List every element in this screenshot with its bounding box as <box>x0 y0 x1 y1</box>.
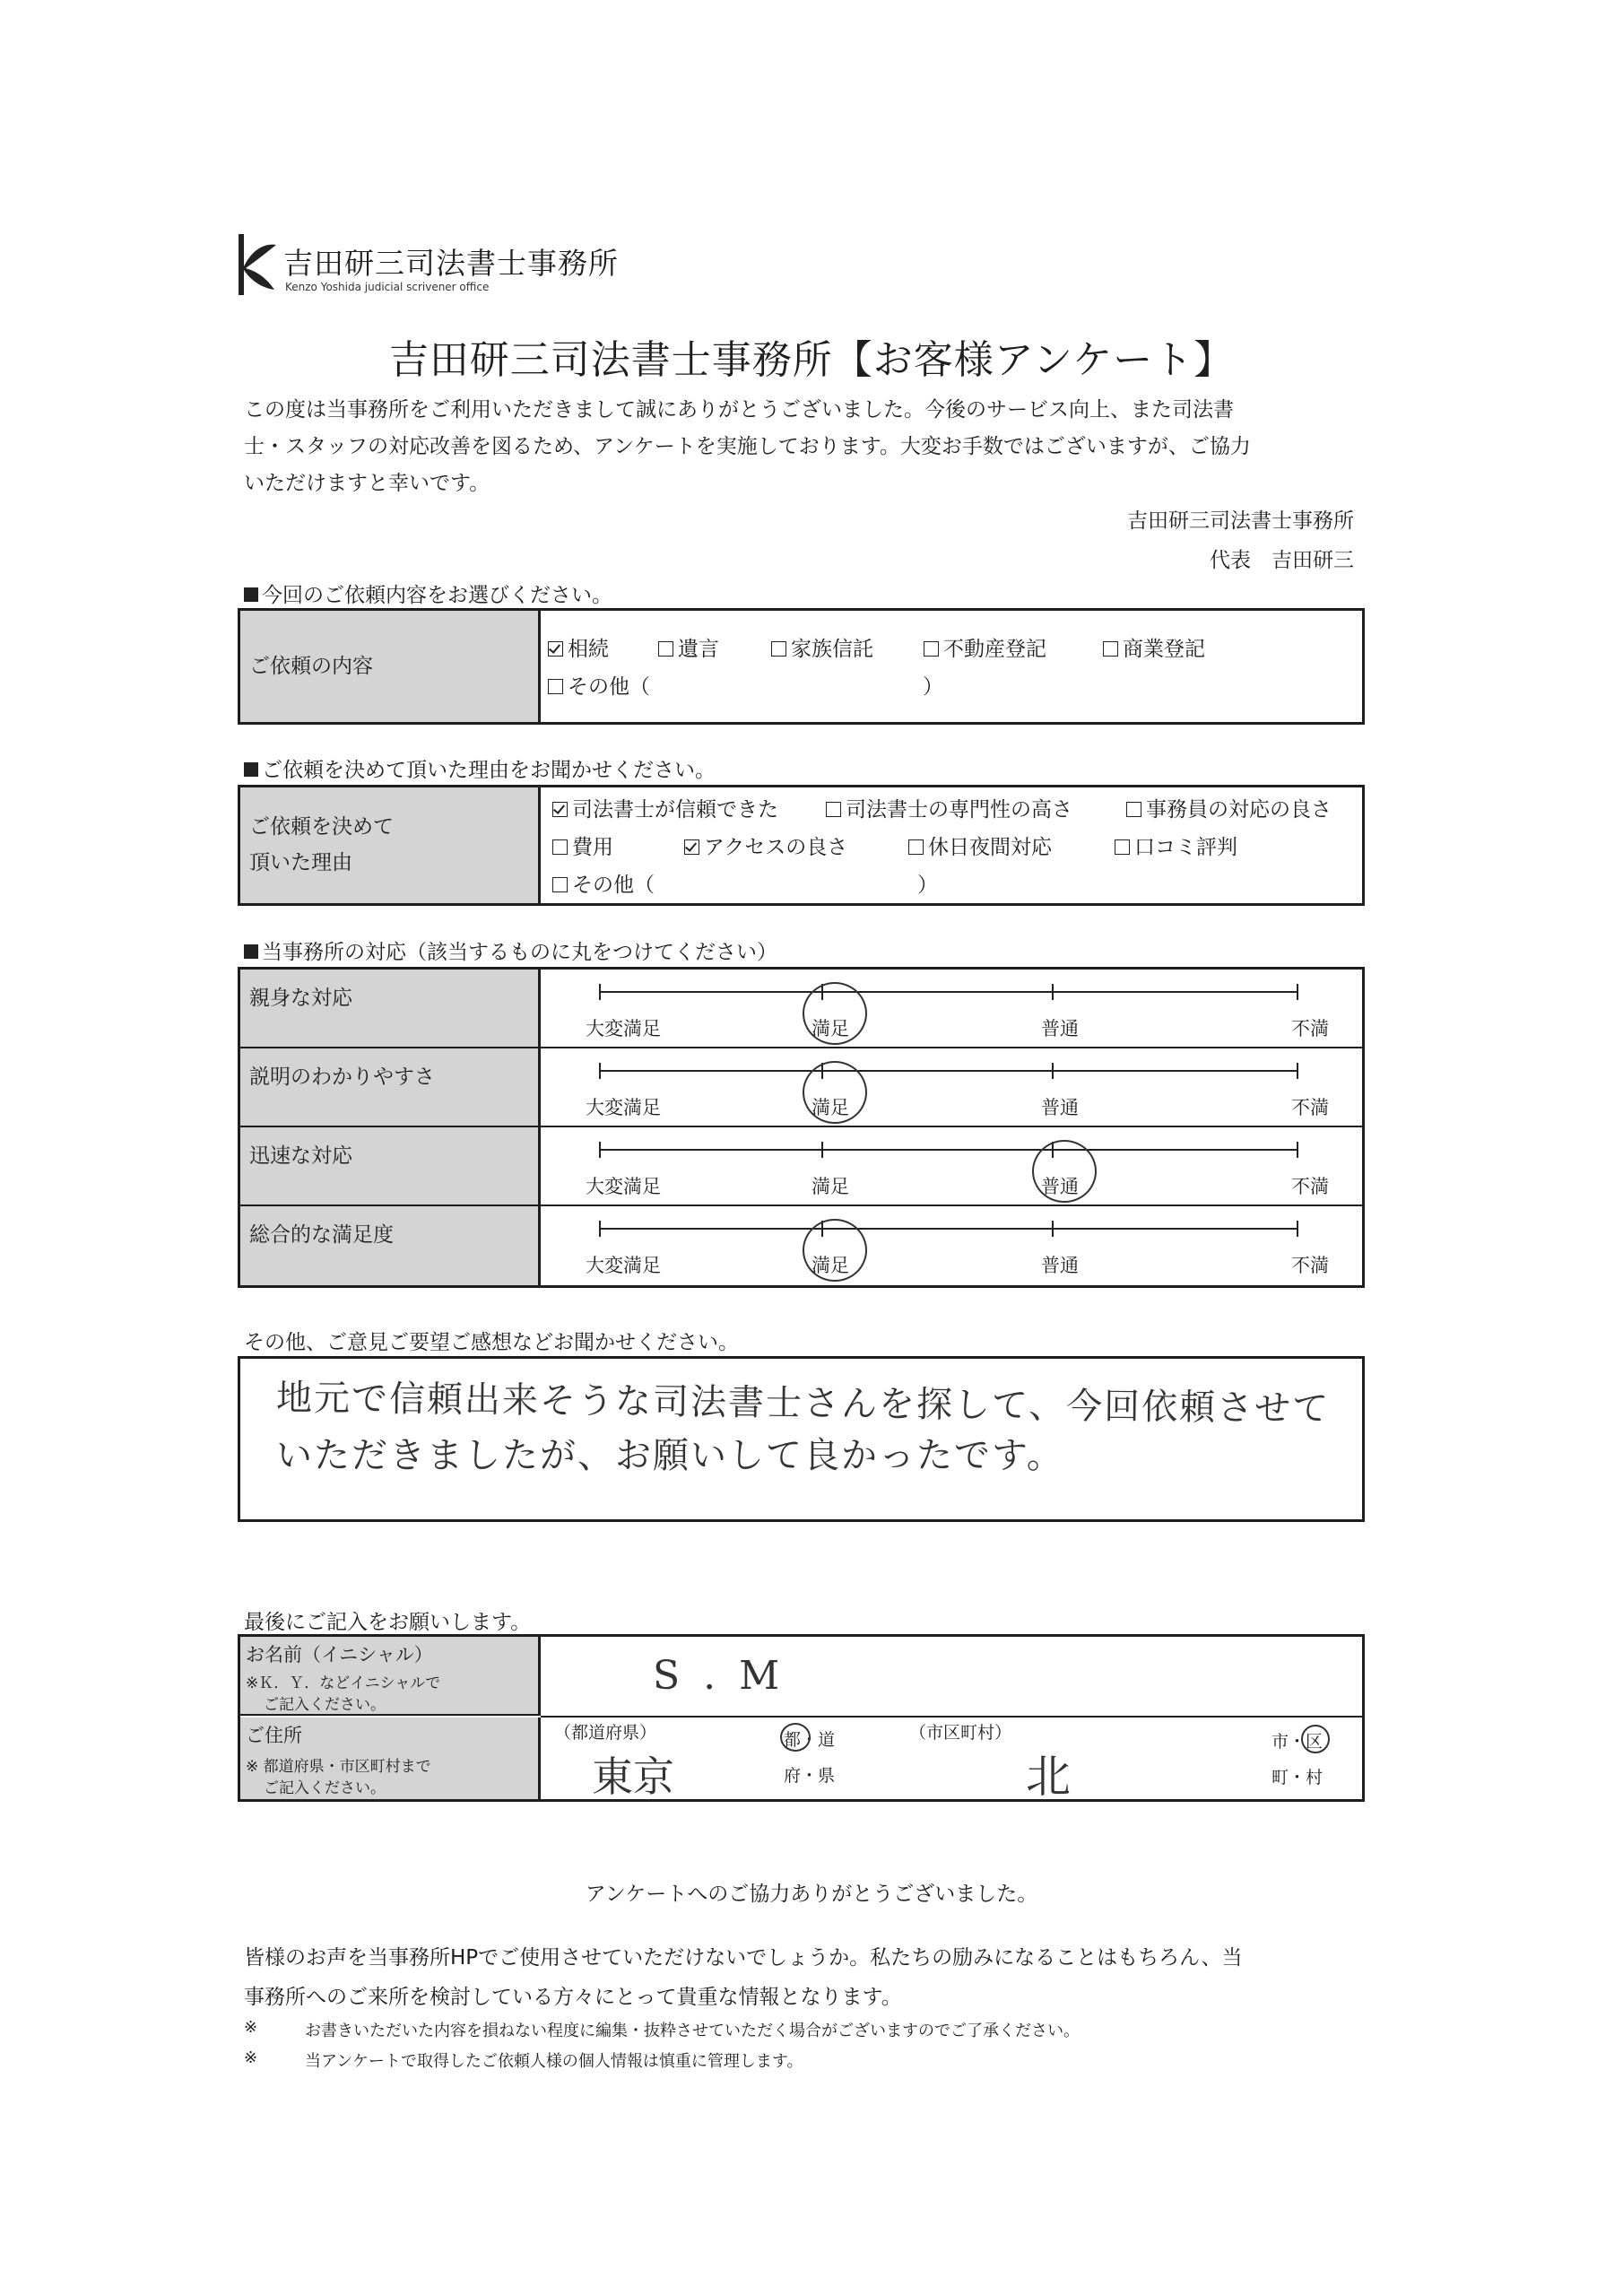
rating-label: 説明のわかりやすさ <box>249 1065 435 1089</box>
prefecture-input[interactable]: 東京 <box>592 1752 674 1801</box>
rating-option[interactable]: 大変満足 <box>586 1255 661 1276</box>
rating-row <box>240 1127 1362 1206</box>
rating-option[interactable]: 満足 <box>812 1176 849 1197</box>
rating-tick <box>599 1221 601 1237</box>
checkbox-icon <box>1126 802 1141 817</box>
q2-heading: ご依頼を決めて頂いた理由をお聞かせください。 <box>244 753 716 783</box>
checkbox-reason-cost[interactable]: 費用 <box>552 831 613 860</box>
q2-table <box>238 785 1365 906</box>
other-close-paren: ） <box>917 874 938 897</box>
rating-tick <box>1297 984 1298 1000</box>
city-suffix: 町・村 <box>1271 1768 1324 1787</box>
note-mark: ※ <box>244 2048 258 2067</box>
rating-label: 迅速な対応 <box>249 1144 352 1168</box>
rating-option[interactable]: 普通 <box>1041 1176 1079 1197</box>
city-label: （市区町村） <box>909 1723 1012 1743</box>
thanks-message: アンケートへのご協力ありがとうございました。 <box>585 1883 1038 1906</box>
checkbox-reason-access[interactable]: アクセスの良さ <box>684 831 847 860</box>
q2-label-line1: ご依頼を決めて <box>249 815 394 839</box>
rating-scale-line <box>599 1149 1298 1151</box>
rating-tick <box>1297 1142 1298 1158</box>
prefecture-suffix: 都・道 <box>784 1730 836 1750</box>
rating-option[interactable]: 普通 <box>1041 1018 1079 1039</box>
checkbox-reason-staff[interactable]: 事務員の対応の良さ <box>1126 793 1332 822</box>
prefecture-label: （都道府県） <box>554 1723 657 1743</box>
checkbox-icon <box>658 641 673 657</box>
checkbox-icon <box>924 641 939 657</box>
selected-circle-mark <box>803 982 867 1045</box>
selected-circle-mark <box>780 1723 811 1752</box>
address-label: ご住所 <box>246 1725 302 1746</box>
q1-label: ご依頼の内容 <box>249 655 373 678</box>
checkbox-icon <box>1103 641 1118 657</box>
rating-option[interactable]: 不満 <box>1291 1097 1329 1118</box>
checkbox-checked-icon <box>684 839 699 855</box>
intro-paragraph <box>244 392 1365 502</box>
rating-tick <box>1052 984 1054 1000</box>
checkbox-reason-other[interactable]: その他（ <box>552 868 655 898</box>
rating-option[interactable]: 大変満足 <box>586 1097 661 1118</box>
checkbox-kazoku-shintaku[interactable]: 家族信託 <box>771 632 873 662</box>
rating-option[interactable]: 大変満足 <box>586 1176 661 1197</box>
q2-label-cell <box>240 787 541 903</box>
q5-table <box>238 1634 1365 1802</box>
q4-heading: その他、ご意見ご要望ご感想などお聞かせください。 <box>244 1331 739 1354</box>
rating-option[interactable]: 大変満足 <box>586 1018 661 1039</box>
signature-representative: 代表 吉田研三 <box>1210 549 1354 572</box>
rating-tick <box>1297 1221 1298 1237</box>
checkbox-yuigon[interactable]: 遺言 <box>658 632 719 662</box>
checkbox-reason-reviews[interactable]: 口コミ評判 <box>1115 831 1237 860</box>
note-mark: ※ <box>244 2018 258 2037</box>
checkbox-icon <box>826 802 841 817</box>
city-input[interactable]: 北 <box>1026 1751 1071 1803</box>
office-logo-icon <box>226 230 280 299</box>
checkbox-reason-expertise[interactable]: 司法書士の専門性の高さ <box>826 793 1072 822</box>
intro-line: 士・スタッフの対応改善を図るため、アンケートを実施しております。大変お手数ではございますが、ご協力 <box>244 435 1251 458</box>
checkbox-icon <box>552 877 568 892</box>
intro-line: この度は当事務所をご利用いただきまして誠にありがとうございました。今後のサービス向上、また司法書 <box>244 398 1234 422</box>
selected-circle-mark <box>1301 1725 1330 1753</box>
rating-label-cell <box>240 970 541 1047</box>
selected-circle-mark <box>803 1061 867 1124</box>
selected-circle-mark <box>803 1219 867 1282</box>
rating-option[interactable]: 不満 <box>1291 1176 1329 1197</box>
comment-box[interactable] <box>238 1356 1365 1522</box>
prefecture-suffix: 府・県 <box>784 1766 836 1786</box>
city-suffix: 市・区 <box>1271 1732 1324 1752</box>
comment-handwritten-line: 地元で信頼出来そうな司法書士さんを探して、今回依頼させて <box>275 1377 1331 1431</box>
rating-tick <box>599 984 601 1000</box>
checkbox-checked-icon <box>552 802 568 817</box>
checkbox-checked-icon <box>548 641 563 657</box>
address-note: ご記入ください。 <box>264 1779 386 1797</box>
page-title: 吉田研三司法書士事務所【お客様アンケート】 <box>388 337 1235 383</box>
logo-office-name: 吉田研三司法書士事務所 <box>283 246 619 281</box>
rating-tick <box>1052 1063 1054 1079</box>
checkbox-icon <box>908 839 924 855</box>
footer-body: 皆様のお声を当事務所HPでご使用させていただけないでしょうか。私たちの励みになることはもちろん、当 <box>244 1946 1243 1970</box>
rating-option[interactable]: 満足 <box>812 1097 849 1118</box>
rating-scale-line <box>599 1228 1298 1230</box>
q2-label-line2: 頂いた理由 <box>249 851 352 874</box>
rating-option[interactable]: 普通 <box>1041 1097 1079 1118</box>
address-label-cell <box>240 1718 541 1799</box>
footer-body: 事務所へのご来所を検討している方々にとって貴重な情報となります。 <box>244 1986 902 2009</box>
rating-label-cell <box>240 1048 541 1126</box>
name-note: ご記入ください。 <box>264 1696 386 1714</box>
other-close-paren: ） <box>923 675 943 699</box>
checkbox-other[interactable]: その他（ <box>548 670 650 700</box>
footer-note: 当アンケートで取得したご依頼人様の個人情報は慎重に管理します。 <box>305 2052 803 2071</box>
q1-label-cell <box>240 611 541 722</box>
bullet-square-icon <box>244 762 258 777</box>
checkbox-icon <box>548 679 563 694</box>
name-label: お名前（イニシャル） <box>246 1644 433 1665</box>
comment-handwritten-line: いただきましたが、お願いして良かったです。 <box>276 1435 1064 1476</box>
selected-circle-mark <box>1032 1140 1097 1203</box>
rating-label-cell <box>240 1127 541 1205</box>
q1-heading: 今回のご依頼内容をお選びください。 <box>244 578 612 608</box>
logo-english-name: Kenzo Yoshida judicial scrivener office <box>285 281 490 293</box>
rating-tick <box>1297 1063 1298 1079</box>
rating-row <box>240 1206 1362 1285</box>
rating-option[interactable]: 満足 <box>812 1018 849 1039</box>
q3-table <box>238 967 1365 1288</box>
rating-scale-line <box>599 991 1298 993</box>
rating-tick <box>599 1142 601 1158</box>
q3-heading: 当事務所の対応（該当するものに丸をつけてください） <box>244 935 777 965</box>
rating-label: 総合的な満足度 <box>249 1223 394 1247</box>
footer-note: お書きいただいた内容を損ねない程度に編集・抜粋させていただく場合がございますのでご了承ください。 <box>305 2022 1080 2040</box>
rating-option[interactable]: 満足 <box>812 1255 849 1276</box>
rating-option[interactable]: 不満 <box>1291 1018 1329 1039</box>
rating-row <box>240 1048 1362 1127</box>
checkbox-icon <box>552 839 568 855</box>
checkbox-shougyou-touki[interactable]: 商業登記 <box>1103 632 1205 662</box>
rating-tick <box>599 1063 601 1079</box>
bullet-square-icon <box>244 944 258 959</box>
checkbox-reason-holiday[interactable]: 休日夜間対応 <box>908 831 1052 860</box>
rating-label-cell <box>240 1206 541 1285</box>
q5-heading: 最後にご記入をお願いします。 <box>244 1611 532 1634</box>
rating-tick <box>1052 1221 1054 1237</box>
rating-tick <box>821 1142 823 1158</box>
checkbox-souzoku[interactable]: 相続 <box>548 632 609 662</box>
address-note: ※ 都道府県・市区町村まで <box>246 1758 431 1776</box>
q1-table <box>238 608 1365 725</box>
name-label-cell <box>240 1637 541 1716</box>
rating-label: 親身な対応 <box>249 987 352 1010</box>
rating-option[interactable]: 不満 <box>1291 1255 1329 1276</box>
row-divider <box>541 1716 1362 1718</box>
name-input[interactable]: S . M <box>653 1653 785 1699</box>
signature-office: 吉田研三司法書士事務所 <box>1127 509 1354 533</box>
rating-option[interactable]: 普通 <box>1041 1255 1079 1276</box>
rating-row <box>240 970 1362 1048</box>
checkbox-icon <box>771 641 786 657</box>
checkbox-icon <box>1115 839 1130 855</box>
rating-scale-line <box>599 1070 1298 1072</box>
bullet-square-icon <box>244 587 258 602</box>
intro-line: いただけますと幸いです。 <box>244 472 490 495</box>
name-note: ※Ｋ．Ｙ．などイニシャルで <box>246 1674 441 1692</box>
checkbox-fudousan-touki[interactable]: 不動産登記 <box>924 632 1046 662</box>
checkbox-reason-trust[interactable]: 司法書士が信頼できた <box>552 793 778 822</box>
